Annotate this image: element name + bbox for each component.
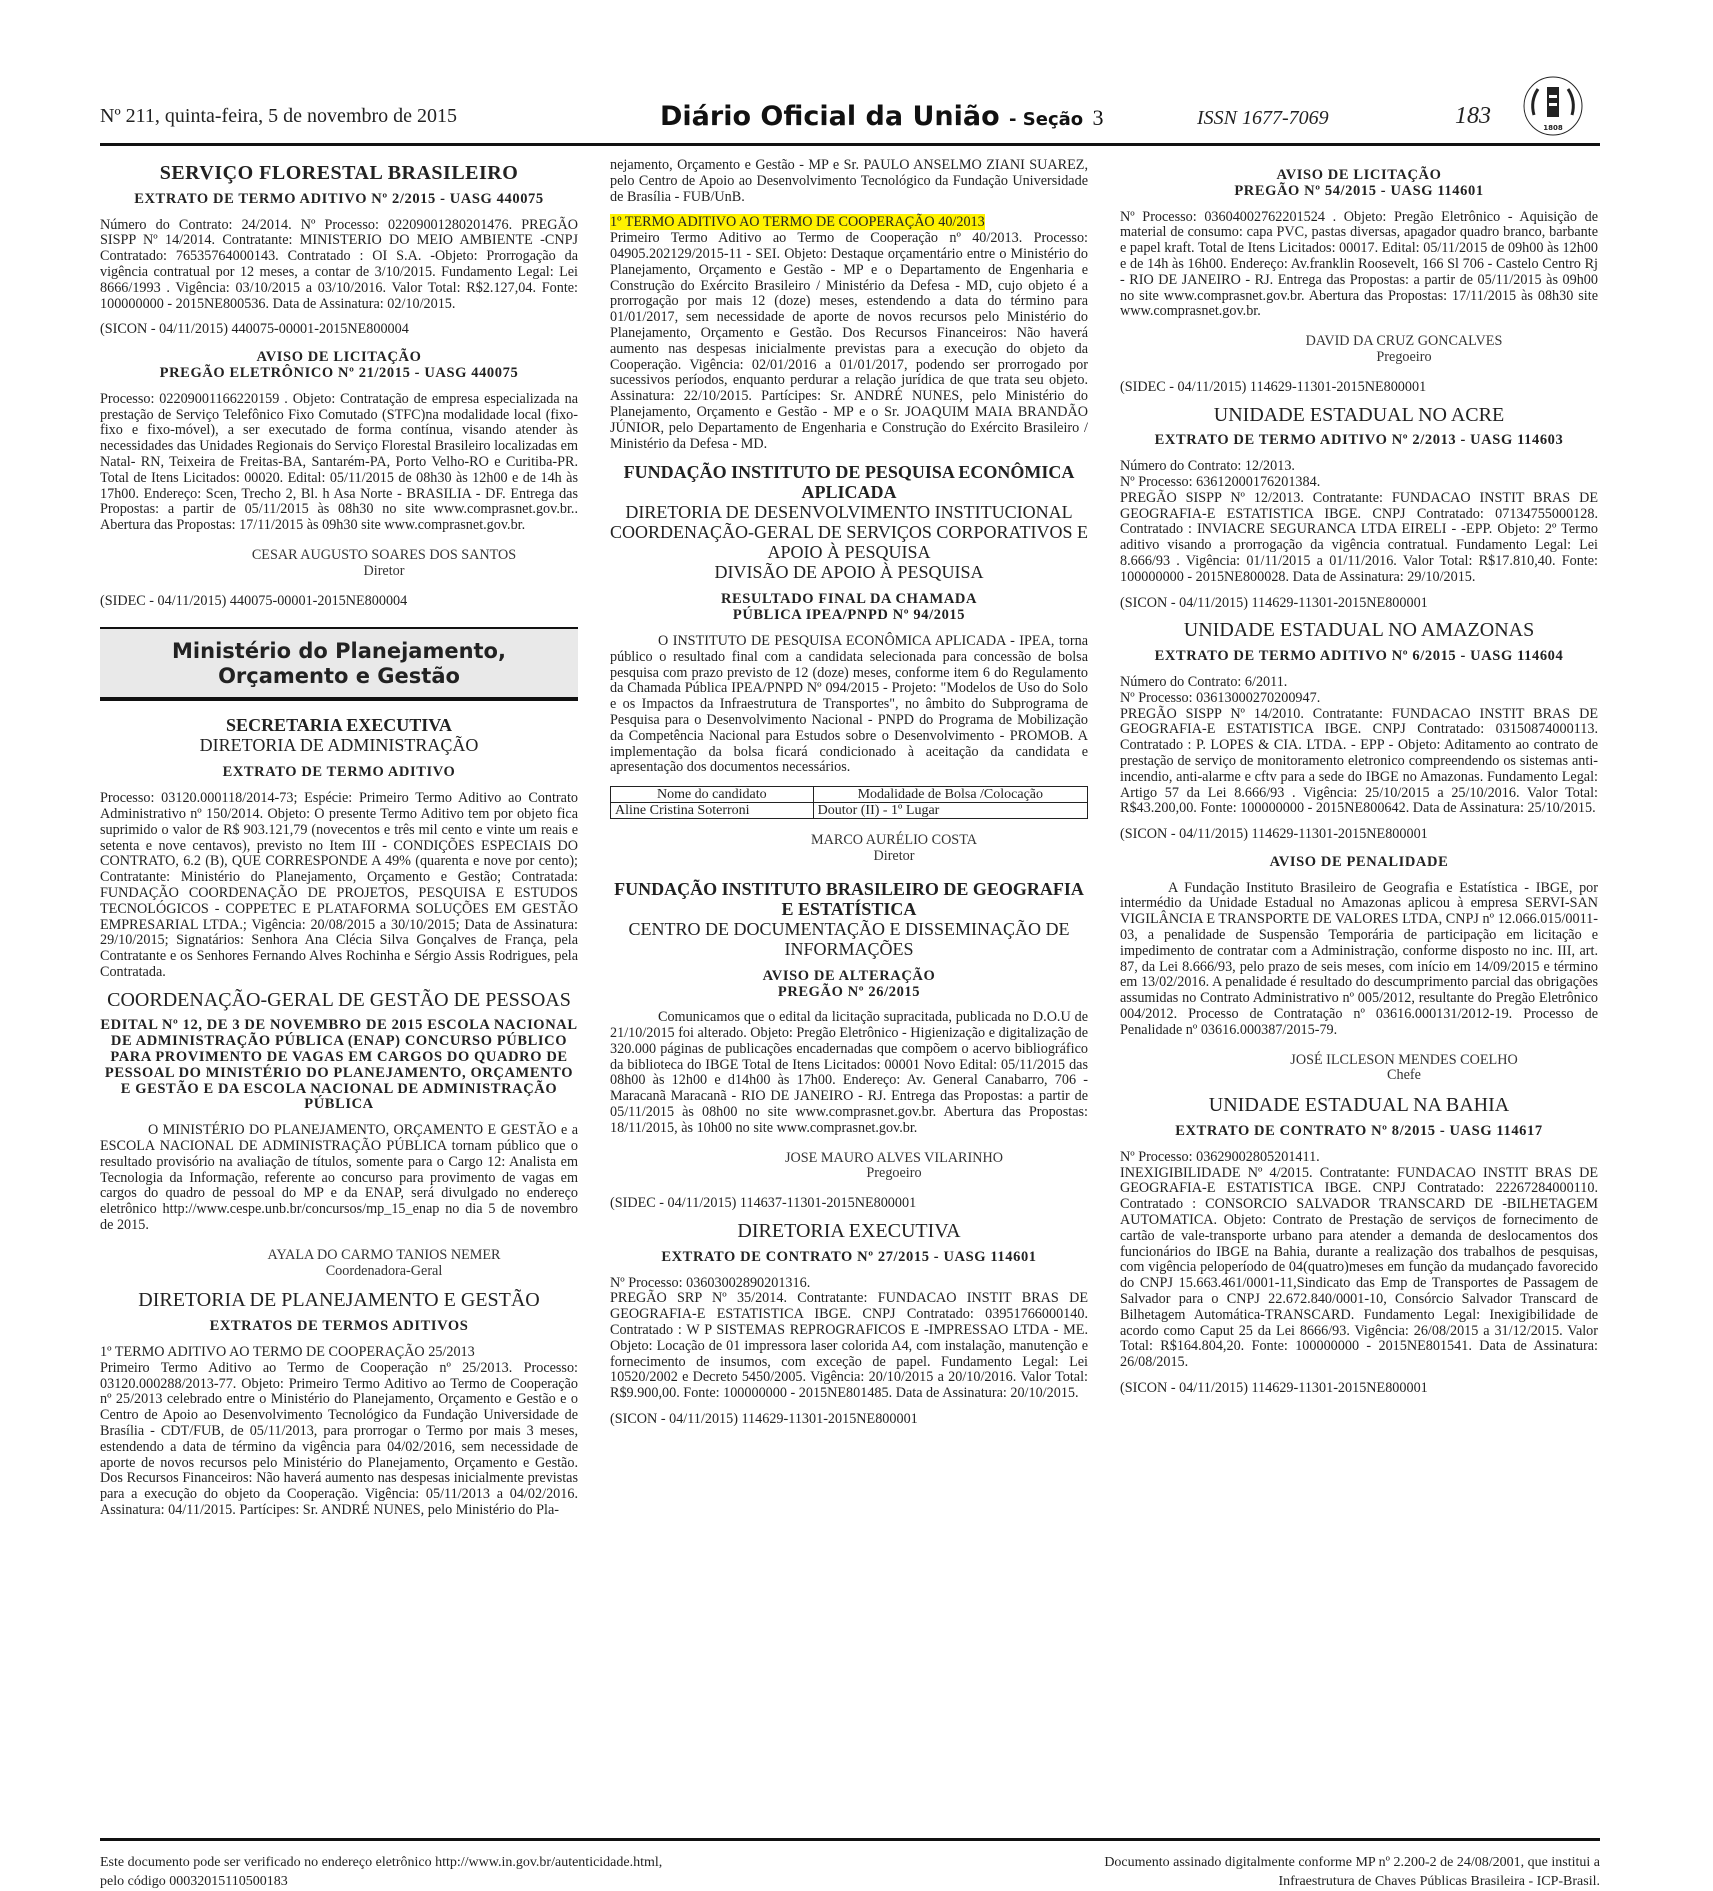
newspaper-page [100,95,1600,1518]
reference-code: (SIDEC - 04/11/2015) 114637-11301-2015NE800001 [610,1195,917,1212]
issue-date: Nº 211, quinta-feira, 5 de novembro de 2015 [100,105,458,127]
org-subheading: DIRETORIA DE ADMINISTRAÇÃO [199,735,479,756]
section-title: EXTRATO DE TERMO ADITIVO Nº 2/2015 - UASG 440075 [134,190,544,207]
section-body: Processo: 03120.000118/2014-73; Espécie: Primeiro Termo Aditivo ao Contrato Administrativo nº 150/2014. Objeto: O presente Termo Aditivo tem por objeto fica suprimido o valor de R$ 903.121,79 (novecentos e três mil cento e vinte um reais e setenta e nove centavos), previsto no Item III - CONDIÇÕES ESPECIAIS DO CONTRATO, 6.2 (B), QUE CORRESPONDE A 49% (quarenta e nove por cento); Contratante: Ministério do Planejamento, Orçamento e Gestão; Contratada: FUNDAÇÃO COORDENAÇÃO DE PROJETOS, PESQUISA E ESTUDOS TECNOLÓGICOS - COPPETEC E PLATAFORMA SOLUÇÕES EM GESTÃO EMPRESARIAL LTDA.; Vigência: 20/08/2015 a 30/10/2015; Data de Assinatura: 29/10/2015; Signatários: Senhora Ana Clécia Silva Gonçalves de França, pela Contratante e os Senhores Fernando Alves Rochinha e Sérgio Assis Rodrigues, pela Contratada. [100,790,578,980]
org-heading: COORDENAÇÃO-GERAL DE GESTÃO DE PESSOAS [107,988,571,1011]
table-cell: Aline Cristina Soterroni [611,803,814,819]
section-body: PREGÃO SRP Nº 35/2014. Contratante: FUNDACAO INSTIT BRAS DE GEOGRAFIA-E ESTATISTICA IBGE. CNPJ Contratado: 03951766000140. Contratado : W P SISTEMAS REPROGRAFICOS E -IMPRESSAO LTDA - ME. Objeto: Locação de 01 impressora laser colorida A4, com instalação, manutenção e fornecimento de insumos, com exceção de papel. Fundamento Legal: Lei 10520/2002 e Decreto 5450/2005. Vigência: 20/10/2015 a 20/10/2016. Valor Total: R$9.900,00. Fonte: 100000000 - 2015NE801485. Data de Assinatura: 20/10/2015. [610,1290,1088,1402]
section-title: EXTRATO DE TERMO ADITIVO [222,764,456,781]
reference-code: (SICON - 04/11/2015) 114629-11301-2015NE800001 [1120,594,1428,611]
reference-code: (SIDEC - 04/11/2015) 440075-00001-2015NE800004 [100,592,408,609]
section-title: EDITAL Nº 12, DE 3 DE NOVEMBRO DE 2015 ESCOLA NACIONAL DE ADMINISTRAÇÃO PÚBLICA (ENAP) CONCURSO PÚBLICO PARA PROVIMENTO DE VAGAS EM CARGOS DO QUADRO DE PESSOAL DO MINISTÉRIO DO PLANEJAMENTO, ORÇAMENTO E GESTÃO E DA ESCOLA NACIONAL DE ADMINISTRAÇÃO PÚBLICA [100,1017,578,1113]
signature: CESAR AUGUSTO SOARES DOS SANTOS Diretor [251,546,517,579]
org-heading: DIRETORIA EXECUTIVA [737,1220,961,1243]
ministry-banner: Ministério do Planejamento, Orçamento e Gestão [100,627,578,701]
section-title: AVISO DE PENALIDADE [1269,853,1449,870]
section-body: INEXIGIBILIDADE Nº 4/2015. Contratante: FUNDACAO INSTIT BRAS DE GEOGRAFIA-E ESTATISTICA IBGE. CNPJ Contratado: 22267284000110. Contratado : CONSORCIO SALVADOR TRANSCARD DE -BILHETAGEM AUTOMATICA. Objeto: Contrato de Prestação de serviços de fornecimento de cartão de vale-transporte urbano para atender a demanda de deslocamentos dos funcionários do IBGE na Bahia, durante a realização dos trabalhos de pesquisas, com vigência peloperíodo de 04(quatro)meses em função da mudançado favorecido do CNPJ 15.663.461/0001-11,Sindicato das Emp de Transportes de Passagem de Salvador para o CNPJ 22.672.840/0001-10, Consórcio Salvador Transcard de Bilhetagem Automática-TRANSCARD. Fundamento Legal: Inexigibilidade de acordo como Caput 25 da Lei 8666/93. Vigência: 26/08/2015 a 31/12/2015. Valor Total: R$164.804,20. Fonte: 100000000 - 2015NE801541. Data de Assinatura: 26/08/2015. [1120,1164,1598,1371]
process-number: Nº Processo: 03603002890201316. [610,1274,811,1291]
org-heading: UNIDADE ESTADUAL NA BAHIA [1208,1094,1510,1117]
page-number: 183 [1455,103,1491,129]
section-body: A Fundação Instituto Brasileiro de Geografia e Estatística - IBGE, por intermédio da Unidade Estadual no Amazonas aplicou à empresa SERVI-SAN VIGILÂNCIA E TRANSPORTE DE VALORES LTDA, CNPJ nº 12.066.015/0011-03, a penalidade de Suspensão Temporária de participação em licitação e impedimento de contratar com a Administração, conforme disposto no inc. III, art. 87, da Lei 8.666/93, pelo prazo de seis meses, com início em 14/09/2015 e término em 13/02/2016. A penalidade é resultado do descumprimento parcial das obrigações assumidas no Contrato Administrativo nº 005/2012, resultante do Pregão Eletrônico 004/2012. Processo de Contratação nº 03616.000131/2012-19. Processo de Penalidade nº 03616.000387/2015-79. [1120,879,1598,1038]
section-body: Processo: 02209001166220159 . Objeto: Contratação de empresa especializada na prestação de Serviço Telefônico Fixo Comutado (STFC)na modalidade local (fixo-fixo e fixo-móvel), a ser executado de forma contínua, visando atender às necessidades das Unidades Regionais do Serviço Florestal Brasileiro localizadas em Natal- RN, Teixeira de Freitas-BA, Santarém-PA, Porto Velho-RO e Curitiba-PR. Total de Itens Licitados: 00020. Edital: 05/11/2015 de 08h30 às 12h00 e de 14h às 17h00. Endereço: Scen, Trecho 2, Bl. h Asa Norte - BRASILIA - DF. Entrega das Propostas: a partir de 05/11/2015 às 08h30 no site www.comprasnet.gov.br.. Abertura das Propostas: 17/11/2015 às 09h30 site www.comprasnet.gov.br. [100,390,578,534]
org-heading: SECRETARIA EXECUTIVA [226,715,452,736]
org-heading: UNIDADE ESTADUAL NO AMAZONAS [1183,619,1535,642]
org-heading: DIRETORIA DE PLANEJAMENTO E GESTÃO [138,1289,540,1312]
column-1 [100,158,578,1529]
section-body: Primeiro Termo Aditivo ao Termo de Cooperação nº 40/2013. Processo: 04905.202129/2015-11 - SEI. Objeto: Destaque orçamentário entre o Ministério do Planejamento, Orçamento e Gestão - MP e o Departamento de Engenharia e Construção do Exército Brasileiro / Ministério da Defesa - MD, cujo objeto é a prorrogação por mais 12 (doze) meses, estendendo a data do término para 01/01/2017, sem necessidade de aporte de novos recursos pelo Ministério do Planejamento, Orçamento e Gestão. Dos Recursos Financeiros: Não haverá aumento nas despesas inicialmente previstas para a execução do objeto da Cooperação. Vigência: 02/01/2016 a 01/01/2017, podendo ser prorrogado por sucessivos períodos, enquanto perdurar a relação jurídica de que trata seu objeto. Assinatura: 22/10/2015. Partícipes: Sr. ANDRÉ NUNES, pelo Ministério do Planejamento, Orçamento e Gestão - MP e o Sr. JOAQUIM MAIA BRANDÃO JÚNIOR, pelo Departamento de Engenharia e Construção do Exército Brasileiro / Ministério da Defesa - MD. [610,230,1088,452]
org-heading: FUNDAÇÃO INSTITUTO BRASILEIRO DE GEOGRAFIA E ESTATÍSTICA [614,878,1084,919]
process-number: Nº Processo: 03629002805201411. [1120,1148,1320,1165]
svg-text:1808: 1808 [1543,124,1563,132]
table-row [611,803,1088,819]
reference-code: (SICON - 04/11/2015) 114629-11301-2015NE800001 [1120,826,1428,843]
section-title: AVISO DE LICITAÇÃO PREGÃO Nº 54/2015 - UASG 114601 [1234,167,1484,199]
signature: JOSÉ ILCLESON MENDES COELHO Chefe [1290,1051,1518,1084]
section-body: O MINISTÉRIO DO PLANEJAMENTO, ORÇAMENTO E GESTÃO e a ESCOLA NACIONAL DE ADMINISTRAÇÃO PÚBLICA tornam público que o resultado provisório na avaliação de títulos, somente para o Cargo 12: Analista em Tecnologia da Informação, referente ao concurso para provimento de vagas em cargos do quadro de pessoal do MP e da ENAP, será divulgado no endereço eletrônico http://www.cespe.unb.br/concursos/mp_15_enap no dia 5 de novembro de 2015. [100,1122,578,1234]
section-body: PREGÃO SISPP Nº 14/2010. Contratante: FUNDACAO INSTIT BRAS DE GEOGRAFIA-E ESTATISTICA IBGE. CNPJ Contratado: 03150874000113. Contratado : P. LOPES & CIA. LTDA. - EPP - Objeto: Aditamento ao contrato de prestação de serviço de monitoramento eletronico compreendendo os sistemas anti-incendio, anti-alarme e cftv para a sede do IBGE no Amazonas. Fundamento Legal: Artigo 57 da Lei 8.666/93 . Vigência: 25/10/2015 a 25/10/2016. Valor Total: R$43.200,00. Fonte: 100000000 - 2015NE800642. Data de Assinatura: 25/10/2015. [1120,705,1598,817]
org-heading: SERVIÇO FLORESTAL BRASILEIRO [159,162,519,184]
org-subheading: CENTRO DE DOCUMENTAÇÃO E DISSEMINAÇÃO DE INFORMAÇÕES [628,918,1070,959]
column-2 [610,158,1088,1440]
column-header: Modalidade de Bolsa /Colocação [813,787,1087,803]
result-table [610,786,1088,819]
section-title: EXTRATO DE CONTRATO Nº 27/2015 - UASG 114601 [661,1248,1037,1265]
item-lead [610,215,1088,231]
publication-title: Diário Oficial da União - Seção 3 [660,101,1104,132]
org-subheading: DIRETORIA DE DESENVOLVIMENTO INSTITUCIONAL [625,502,1073,523]
item-lead: 1º TERMO ADITIVO AO TERMO DE COOPERAÇÃO 25/2013 [100,1344,475,1361]
org-heading: UNIDADE ESTADUAL NO ACRE [1213,403,1505,426]
section-body: Número do Contrato: 24/2014. Nº Processo: 02209001280201476. PREGÃO SISPP Nº 14/2014. Contratante: MINISTERIO DO MEIO AMBIENTE -CNPJ Contratado: 76535764000143. Contratado : OI S.A. -Objeto: Prorrogação da vigência contratual por 12 meses, a contar de 3/10/2015. Fundamento Legal: Lei 8666/1993 . Vigência: 03/10/2015 a 03/10/2016. Valor Total: R$2.127,04. Fonte: 100000000 - 2015NE800536. Data de Assinatura: 02/10/2015. [100,216,578,312]
section-body: O INSTITUTO DE PESQUISA ECONÔMICA APLICADA - IPEA, torna público o resultado final com a candidata selecionada para concessão de bolsa pesquisa com prazo previsto de 12 (doze) meses, conforme item 6 do Regulamento da Chamada Pública IPEA/PNPD Nº 094/2015 - Projeto: "Modelos de Uso do Solo e os Impactos da Infraestrutura de Transportes", no âmbito do Subprograma de Pesquisa para o Desenvolvimento Nacional - PNPD do Programa de Mobilização da Competência Nacional para Estudos sobre o Desenvolvimento - PROMOB. A implementação da bolsa ficará condicionado à aceitação da candidata e apresentação dos documentos necessários. [610,632,1088,776]
verification-note: Este documento pode ser verificado no endereço eletrônico http://www.in.gov.br/autenticidade.html, pelo código 00032015110500183 [100,1855,663,1889]
section-body: Primeiro Termo Aditivo ao Termo de Cooperação nº 25/2013. Processo: 03120.000288/2013-77. Objeto: Primeiro Termo Aditivo ao Termo de Cooperação nº 25/2013 celebrado entre o Ministério do Planejamento, Orçamento e Gestão e o Centro de Apoio ao Desenvolvimento Tecnológico da Fundação Universidade de Brasília - CDT/FUB, de 05/11/2013, para prorrogar o Termo por mais 3 meses, estendendo a data de término da vigência para 04/02/2016, sem necessidade de aporte de novos recursos pelo Ministério do Planejamento, Orçamento e Gestão. Dos Recursos Financeiros: Não haverá aumento nas despesas inicialmente previstas para a execução do objeto da Cooperação. Vigência: 05/11/2013 a 04/02/2016. Assinatura: 04/11/2015. Partícipes: Sr. ANDRÉ NUNES, pelo Ministério do Pla- [100,1359,578,1518]
column-header: Nome do candidato [611,787,814,803]
reference-code: (SICON - 04/11/2015) 114629-11301-2015NE800001 [610,1411,918,1428]
process-number: Nº Processo: 03613000270200947. [1120,689,1321,706]
table-cell: Doutor (II) - 1º Lugar [813,803,1087,819]
section-title: RESULTADO FINAL DA CHAMADA PÚBLICA IPEA/PNPD Nº 94/2015 [720,591,978,624]
section-title: AVISO DE LICITAÇÃO PREGÃO ELETRÔNICO Nº 21/2015 - UASG 440075 [159,349,519,381]
page-header [100,95,1600,146]
reference-code: (SICON - 04/11/2015) 440075-00001-2015NE800004 [100,321,409,338]
signature: MARCO AURÉLIO COSTA Diretor [811,832,977,864]
contract-number: Número do Contrato: 6/2011. [1120,673,1288,690]
section-body: PREGÃO SISPP Nº 12/2013. Contratante: FUNDACAO INSTIT BRAS DE GEOGRAFIA-E ESTATISTICA IBGE. CNPJ Contratado: 07134755000128. Contratado : INVIACRE SEGURANCA LTDA EIRELI - -EPP. Objeto: 2º Termo aditivo visando a prorrogação da vigência contratual. Fundamento Legal: Lei 8.666/93 . Vigência: 01/11/2015 a 01/11/2016. Valor Total: R$17.810,40. Fonte: 100000000 - 2015NE800028. Data de Assinatura: 29/10/2015. [1120,489,1598,585]
section-body: Nº Processo: 03604002762201524 . Objeto: Pregão Eletrônico - Aquisição de material de consumo: capa PVC, pastas diversas, apagador quadro branco, barbante e papel kraft. Total de Itens Licitados: 00017. Edital: 05/11/2015 de 09h00 às 12h00 e de 14h às 16h00. Endereço: Av.franklin Roosevelt, 166 Sl 706 - Castelo Centro Rj - RIO DE JANEIRO - RJ. Entrega das Propostas: a partir de 05/11/2015 às 09h00 no site www.comprasnet.gov.br. Abertura das Propostas: 17/11/2015 às 08h30 site www.comprasnet.gov.br. [1120,208,1598,320]
section-title: AVISO DE ALTERAÇÃO PREGÃO Nº 26/2015 [762,967,936,1000]
org-heading: FUNDAÇÃO INSTITUTO DE PESQUISA ECONÔMICA APLICADA [623,462,1075,503]
reference-code: (SICON - 04/11/2015) 114629-11301-2015NE800001 [1120,1380,1428,1396]
signature: DAVID DA CRUZ GONCALVES Pregoeiro [1305,333,1503,365]
digital-signature-note: Documento assinado digitalmente conforme MP nº 2.200-2 de 24/08/2001, que institui a Infraestrutura de Chaves Públicas Brasileira - ICP-Brasil. [1104,1855,1600,1889]
page-footer [100,1838,1600,1889]
reference-code: (SIDEC - 04/11/2015) 114629-11301-2015NE800001 [1120,378,1427,395]
org-subheading: COORDENAÇÃO-GERAL DE SERVIÇOS CORPORATIVOS E APOIO À PESQUISA [610,522,1088,563]
section-title: EXTRATOS DE TERMOS ADITIVOS [209,1318,469,1335]
signature: AYALA DO CARMO TANIOS NEMER Coordenadora-Geral [267,1246,501,1279]
issn: ISSN 1677-7069 [1197,107,1329,129]
highlighted-text: 1º TERMO ADITIVO AO TERMO DE COOPERAÇÃO 40/2013 [610,214,985,231]
continued-text: nejamento, Orçamento e Gestão - MP e Sr. PAULO ANSELMO ZIANI SUAREZ, pelo Centro de Apoio ao Desenvolvimento Tecnológico da Fundação Universidade de Brasília - FUB/UnB. [610,157,1088,205]
imprensa-nacional-seal-icon [1522,75,1584,137]
signature: JOSE MAURO ALVES VILARINHO Pregoeiro [785,1149,1003,1182]
section-title: EXTRATO DE TERMO ADITIVO Nº 2/2013 - UASG 114603 [1154,432,1564,449]
process-number: Nº Processo: 63612000176201384. [1120,473,1321,490]
org-subheading: DIVISÃO DE APOIO À PESQUISA [714,562,984,583]
section-body: Comunicamos que o edital da licitação supracitada, publicada no D.O.U de 21/10/2015 foi alterado. Objeto: Pregão Eletrônico - Higienização e digitalização de 320.000 páginas de publicações encadernadas que compõem o acervo bibliográfico da biblioteca do IBGE Total de Itens Licitados: 00001 Novo Edital: 05/11/2015 das 08h00 às 12h00 e d14h00 às 17h00. Endereço: Av. General Canabarro, 706 - Maracanã Maracanã - RIO DE JANEIRO - RJ. Entrega das Propostas: a partir de 05/11/2015 às 08h00 no site www.comprasnet.gov.br. Abertura das Propostas: 18/11/2015, às 10h00 no site www.comprasnet.gov.br. [610,1009,1088,1136]
column-3 [1120,158,1598,1409]
section-title: EXTRATO DE CONTRATO Nº 8/2015 - UASG 114617 [1175,1123,1543,1140]
section-title: EXTRATO DE TERMO ADITIVO Nº 6/2015 - UASG 114604 [1154,648,1564,665]
table-header-row [611,787,1088,803]
contract-number: Número do Contrato: 12/2013. [1120,458,1295,475]
